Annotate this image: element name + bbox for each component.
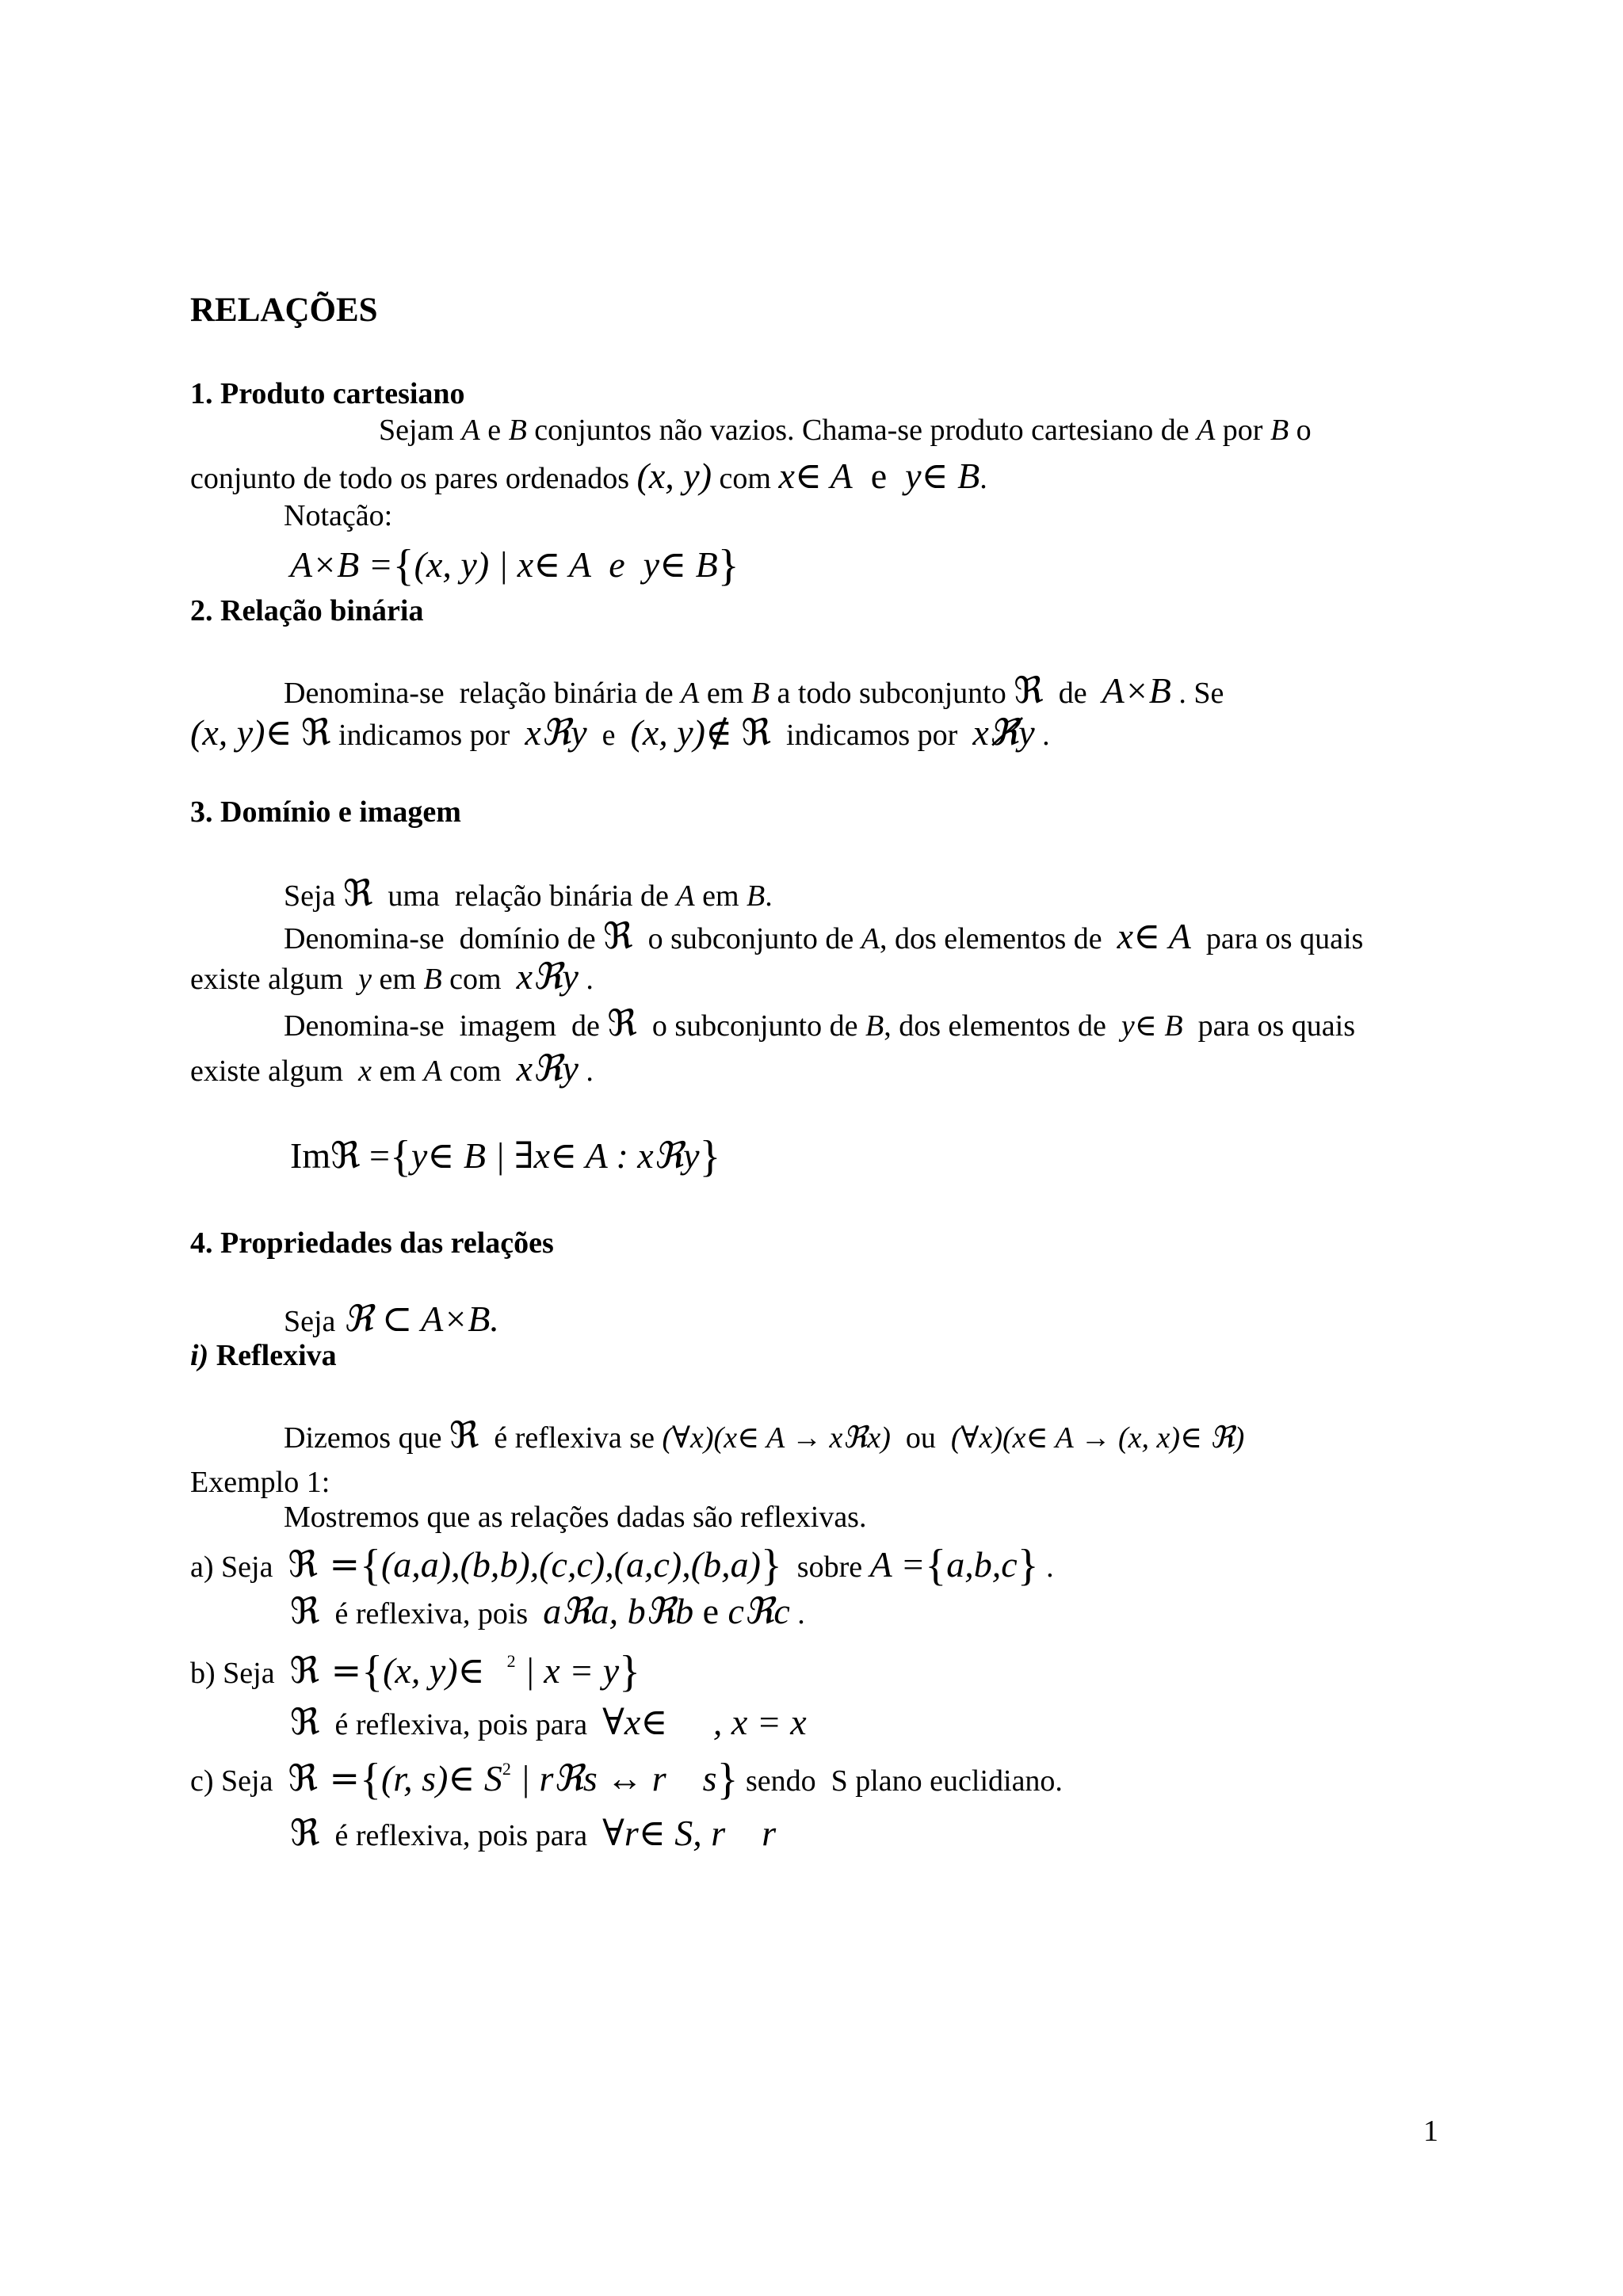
example-b-line-1: b) Seja ℜ ={(x, y)∈ $^2$ | x = y} xyxy=(190,1647,641,1696)
s3-line-1: Seja ℜ uma relação binária de A em B. xyxy=(284,871,773,914)
section-3-heading: 3. Domínio e imagem xyxy=(190,795,461,829)
image-formula: Imℜ ={y∈ B | ∃x∈ A : xℜy} xyxy=(290,1132,721,1181)
example-c-line-1: c) Seja ℜ ={(r, s)∈ $S^2$ | rℜs ↔ r s} sendo S plano euclidiano. xyxy=(190,1755,1063,1804)
s1-line-2: conjunto de todo os pares ordenados (x, y) com x∈ A e y∈ B. xyxy=(190,456,987,496)
example-c-line-2: ℜ é reflexiva, pois para ∀r∈ S, r r xyxy=(290,1811,777,1854)
s3-line-4: Denomina-se imagem de ℜ o subconjunto de B, dos elementos de y∈ B para os quais xyxy=(284,1001,1356,1044)
example-a-line-1: a) Seja ℜ ={(a,a),(b,b),(c,c),(a,c),(b,a)} sobre A ={a,b,c} . xyxy=(190,1541,1054,1590)
section-1-heading: 1. Produto cartesiano xyxy=(190,377,465,410)
example-1-intro: Mostremos que as relações dadas são reflexivas. xyxy=(284,1501,867,1534)
example-b-line-2: ℜ é reflexiva, pois para ∀x∈ , x = x xyxy=(290,1700,807,1743)
section-4-heading: 4. Propriedades das relações xyxy=(190,1226,554,1260)
s2-line-2: (x, y)∈ ℜ indicamos por xℜy e (x, y)∉ ℜ indicamos por xℜ̸y . xyxy=(190,712,1050,753)
s3-line-3: existe algum y em B com xℜy . xyxy=(190,956,594,997)
subsection-reflexiva: i) Reflexiva xyxy=(190,1339,337,1372)
notation-label: Notação: xyxy=(284,499,393,532)
s3-line-2: Denomina-se domínio de ℜ o subconjunto de A, dos elementos de x∈ A para os quais xyxy=(284,914,1364,957)
reflexive-definition: Dizemos que ℜ é reflexiva se (∀x)(x∈ A → xℜx) ou (∀x)(x∈ A → (x, x)∈ ℜ) xyxy=(284,1413,1245,1456)
s4-seja-line: Seja ℜ ⊂ A×B. xyxy=(284,1299,499,1339)
s3-line-5: existe algum x em A com xℜy . xyxy=(190,1048,594,1089)
section-2-heading: 2. Relação binária xyxy=(190,594,424,627)
cartesian-product-formula: A×B ={(x, y) | x∈ A e y∈ B} xyxy=(290,541,739,590)
page-number: 1 xyxy=(1423,2115,1438,2148)
s2-line-1: Denomina-se relação binária de A em B a todo subconjunto ℜ de A×B . Se xyxy=(284,669,1224,711)
s1-line-1: Sejam A e B conjuntos não vazios. Chama-se produto cartesiano de A por B o xyxy=(379,414,1312,447)
page-title: RELAÇÕES xyxy=(190,292,378,329)
example-1-label: Exemplo 1: xyxy=(190,1466,330,1499)
example-a-line-2: ℜ é reflexiva, pois aℜa, bℜb e cℜc . xyxy=(290,1589,805,1632)
